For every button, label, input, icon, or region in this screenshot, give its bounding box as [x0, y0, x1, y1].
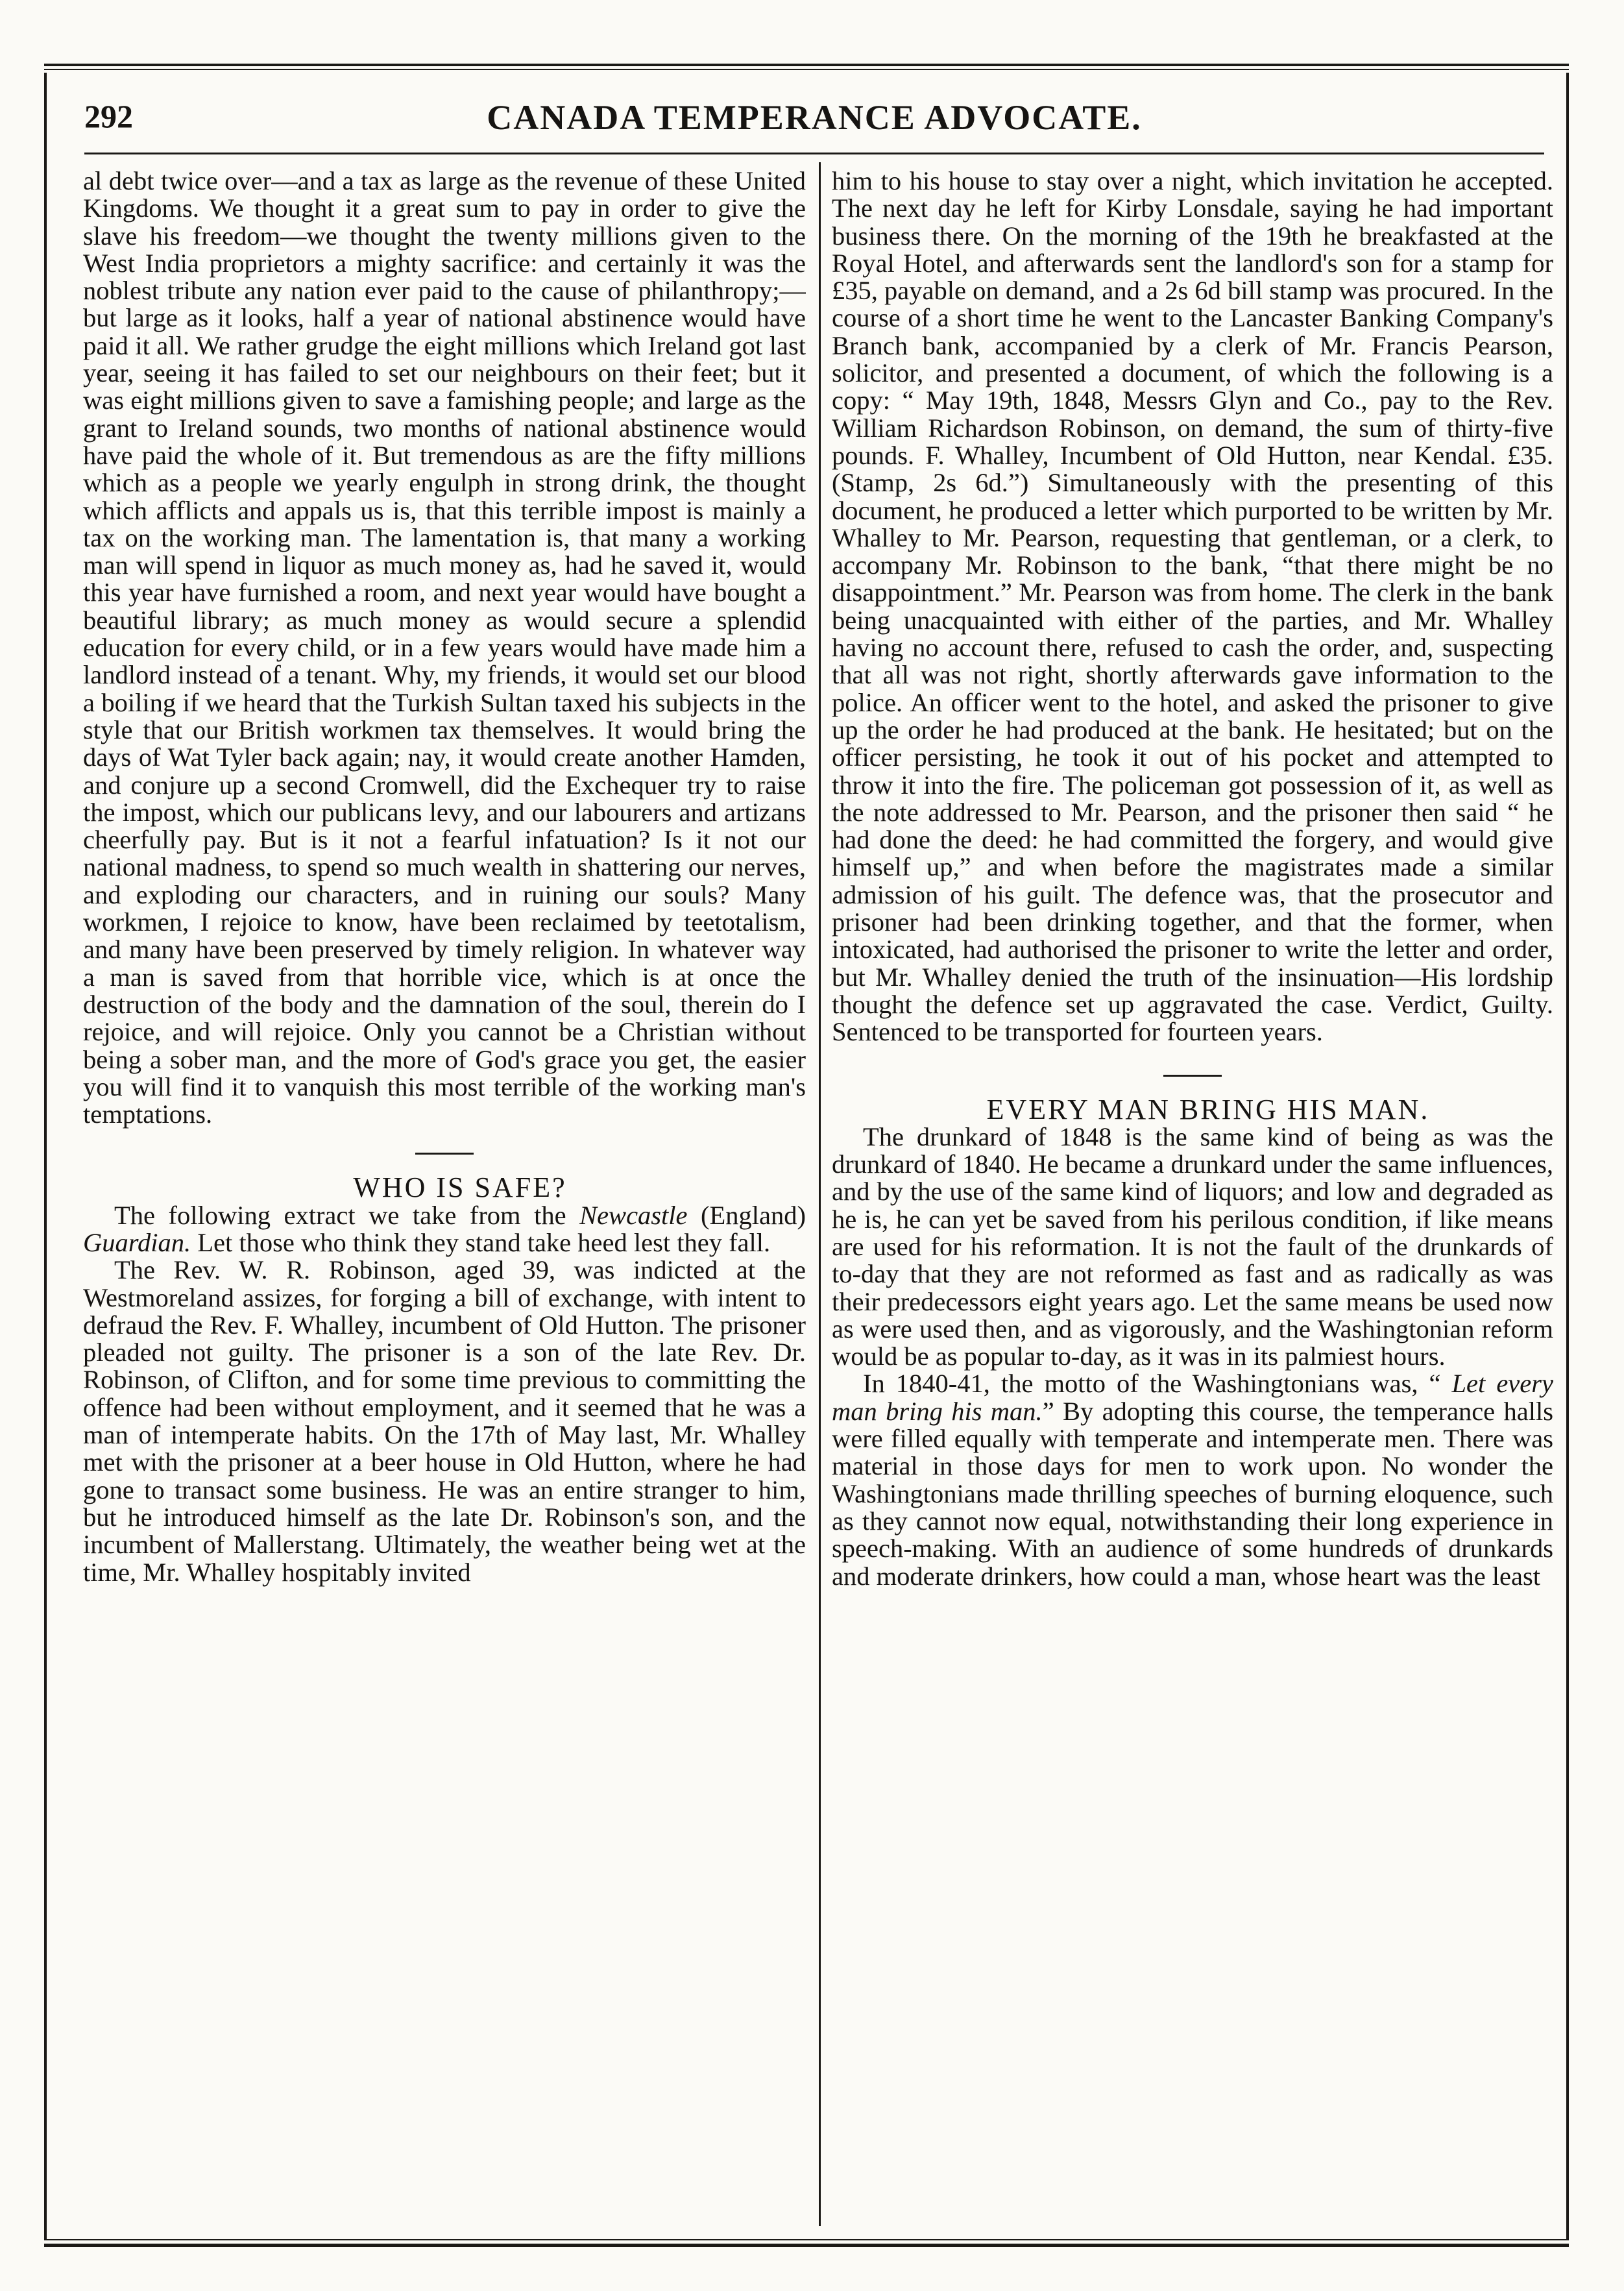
article-paragraph: The drunkard of 1848 is the same kind of being as was the drunkard of 1840. He became a drunkard under the same influences, and by the use of the same kind of liquors; and low and degraded as he is, he can yet be saved from his perilous condition, if like means are used for his reformation. It is not the fault of the drunkards of to-day that they are not reformed as fast and as radically as was their predecessors eight years ago. Let the same means be used now as were used then, and as vigorously, and the Washingtonian reform would be as popular to-day, as it was in its palmiest hours.	[832, 1121, 1553, 1371]
running-title: CANADA TEMPERANCE ADVOCATE.	[487, 98, 1142, 137]
section-title-who-is-safe: WHO IS SAFE?	[353, 1171, 567, 1204]
bottom-border-rule	[44, 2239, 1569, 2247]
motto-text: Let every man bring his man.	[832, 1369, 1553, 1426]
paragraph-text: In 1840-41, the motto of the Washingtonians was, “	[863, 1369, 1452, 1399]
left-column	[83, 167, 806, 2225]
header-rule	[84, 153, 1544, 154]
article-continuation: al debt twice over—and a tax as large as the revenue of these United Kingdoms. We thought it a great sum to pay in order to give the slave his freedom—we thought the twenty millions given to the West India proprietors a mighty sacrifice: and certainly it was the noblest tribute any nation ever paid to the cause of philanthropy;—but large as it looks, half a year of national abstinence would have paid it all. We rather grudge the eight millions which Ireland got last year, seeing it has failed to set our neighbours on their feet; but it was eight millions given to save a famishing people; and large as the grant to Ireland sounds, two months of national abstinence would have paid the whole of it. But tremendous as are the fifty millions which as a people we yearly engulph in strong drink, the thought which afflicts and appals us is, that this terrible impost is mainly a tax on the working man. The lamentation is, that many a working man will spend in liquor as much money as, had he saved it, would this year have furnished a room, and next year would have bought a beautiful library; as much money as would secure a splendid education for every child, or in a few years would have made him a landlord instead of a tenant. Why, my friends, it would set our blood a boiling if we heard that the Turkish Sultan taxed his subjects in the style that our British workmen tax themselves. It would bring the days of Wat Tyler back again; nay, it would create another Hamden, and conjure up a second Cromwell, did the Exchequer try to raise the impost, which our publicans levy, and our labourers and artizans cheerfully pay. But is it not a fearful infatuation? Is it not our national madness, to spend so much wealth in shattering our nerves, and exploding our characters, and in ruining our souls? Many workmen, I rejoice to know, have been reclaimed by teetotalism, and many have been preserved by timely religion. In whatever way a man is saved from that horrible vice, which is at once the destruction of the body and the damnation of the soul, therein do I rejoice, and will rejoice. Only you cannot be a Christian without being a sober man, and the more of God's grace you get, the easier you will find it to vanquish this most terrible of the working man's temptations.	[83, 167, 806, 1129]
section-title-every-man: EVERY MAN BRING HIS MAN.	[986, 1093, 1430, 1125]
top-border-rule	[44, 64, 1569, 70]
section-separator	[415, 1153, 474, 1155]
right-column	[832, 167, 1553, 2225]
column-divider	[819, 162, 821, 2226]
intro-text: Let those who think they stand take heed lest they fall.	[191, 1227, 771, 1257]
article-paragraph	[832, 1370, 1553, 1589]
intro-paragraph	[83, 1202, 806, 1257]
paragraph-text: ” By adopting this course, the temperance halls were filled equally with temperate and intemperate men. There was material in those days for men to work upon. No wonder the Washingtonians made thrilling speeches of burning eloquence, such as they cannot now equal, notwithstanding their long experience in speech-making. With an audience of some hundreds of drunkards and moderate drinkers, how could a man, whose heart was the least	[832, 1396, 1553, 1591]
court-report-continuation: him to his house to stay over a night, which invitation he accepted. The next day he left for Kirby Lonsdale, saying he had important business there. On the morning of the 19th he breakfasted at the Royal Hotel, and afterwards sent the landlord's son for a stamp for £35, payable on demand, and a 2s 6d bill stamp was procured. In the course of a short time he went to the Lancaster Banking Company's Branch bank, accompanied by a clerk of Mr. Francis Pearson, solicitor, and presented a document, of which the following is a copy: “ May 19th, 1848, Messrs Glyn and Co., pay to the Rev. William Richardson Robinson, on demand, the sum of thirty-five pounds. F. Whalley, Incumbent of Old Hutton, near Kendal. £35. (Stamp, 2s 6d.”) Simultaneously with the presenting of this document, he produced a letter which purported to be written by Mr. Whalley to Mr. Pearson, requesting that gentleman, or a clerk, to accompany Mr. Robinson to the bank, “that there might be no disappointment.” Mr. Pearson was from home. The clerk in the bank being unacquainted with either of the parties, and Mr. Whalley having no account there, refused to cash the order, and, suspecting that all was not right, shortly afterwards gave information to the police. An officer went to the hotel, and asked the prisoner to give up the order he had produced at the bank. He hesitated; but on the officer persisting, he took it out of his pocket and attempted to throw it into the fire. The policeman got possession of it, as well as the note addressed to Mr. Pearson, and the prisoner then said “ he had done the deed: he had committed the forgery, and would give himself up,” and when before the magistrates made a similar admission of his guilt. The defence was, that the prosecutor and prisoner had been drinking together, and that the former, when intoxicated, had authorised the prisoner to write the letter and order, but Mr. Whalley denied the truth of the insinuation—His lordship thought the defence set up aggravated the case. Verdict, Guilty. Sentenced to be transported for fourteen years.	[832, 167, 1553, 1047]
intro-text: (England)	[687, 1200, 806, 1230]
newspaper-name: Guardian.	[83, 1227, 191, 1257]
section-separator	[1163, 1075, 1222, 1077]
court-report-paragraph: The Rev. W. R. Robinson, aged 39, was indicted at the Westmoreland assizes, for forging a bill of exchange, with intent to defraud the Rev. F. Whalley, incumbent of Old Hutton. The prisoner pleaded not guilty. The prisoner is a son of the late Rev. Dr. Robinson, of Clifton, and for some time previous to committing the offence had been without employment, and it seemed that he was a man of intemperate habits. On the 17th of May last, Mr. Whalley met with the prisoner at a beer house in Old Hutton, where he had gone to transact some business. He was an entire stranger to him, but he introduced himself as the late Dr. Robinson's son, and the incumbent of Mallerstang. Ultimately, the weather being wet at the time, Mr. Whalley hospitably invited	[83, 1255, 806, 1587]
page-number: 292	[84, 98, 133, 134]
newspaper-name: Newcastle	[579, 1200, 688, 1230]
page-header	[84, 97, 1544, 149]
intro-text: The following extract we take from the	[114, 1200, 580, 1230]
